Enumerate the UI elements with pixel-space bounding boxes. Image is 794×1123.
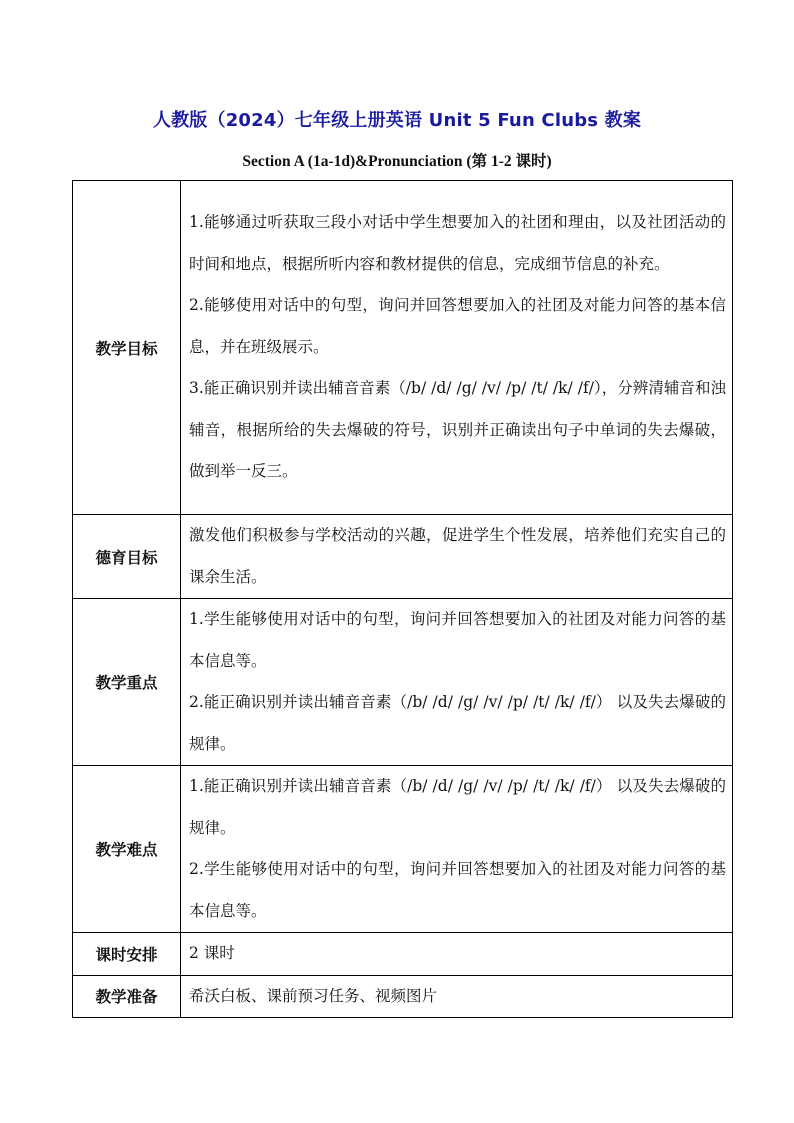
table-row-key-points (73, 599, 733, 766)
row-content (181, 933, 733, 976)
row-label: 教学难点 (73, 766, 181, 933)
lesson-plan-table (72, 180, 733, 1018)
objective-item: 1.能够通过听获取三段小对话中学生想要加入的社团和理由，以及社团活动的时间和地点，根据所听内容和教材提供的信息，完成细节信息的补充。 (189, 213, 726, 273)
page-title: 人教版（2024）七年级上册英语 Unit 5 Fun Clubs 教案 (152, 110, 642, 131)
key-point-item: 1.学生能够使用对话中的句型，询问并回答想要加入的社团及对能力问答的基本信息等。 (189, 610, 726, 670)
row-label: 课时安排 (73, 933, 181, 976)
row-label: 教学目标 (73, 181, 181, 515)
objective-item: 2.能够使用对话中的句型，询问并回答想要加入的社团及对能力问答的基本信息，并在班级展示。 (189, 296, 726, 356)
key-point-item: 2.能正确识别并读出辅音音素（/b/ /d/ /g/ /v/ /p/ /t/ /k/ /f/） 以及失去爆破的规律。 (189, 693, 726, 753)
row-label: 德育目标 (73, 515, 181, 599)
row-content (181, 515, 733, 599)
preparation-item: 希沃白板、课前预习任务、视频图片 (189, 986, 438, 1005)
row-content (181, 599, 733, 766)
difficult-point-item: 1.能正确识别并读出辅音音素（/b/ /d/ /g/ /v/ /p/ /t/ /k/ /f/） 以及失去爆破的规律。 (189, 777, 726, 837)
row-label: 教学重点 (73, 599, 181, 766)
row-content (181, 181, 733, 515)
page-subtitle: Section A (1a-1d)&Pronunciation (第 1-2 课时) (242, 153, 552, 170)
table-row-moral-objectives (73, 515, 733, 599)
row-content (181, 766, 733, 933)
row-label: 教学准备 (73, 975, 181, 1018)
moral-item: 激发他们积极参与学校活动的兴趣，促进学生个性发展，培养他们充实自己的课余生活。 (189, 526, 726, 586)
table-row-schedule (73, 933, 733, 976)
table-row-preparation (73, 975, 733, 1018)
objective-item: 3.能正确识别并读出辅音音素（/b/ /d/ /g/ /v/ /p/ /t/ /k/ /f/），分辨清辅音和浊辅音，根据所给的失去爆破的符号，识别并正确读出句子中单词的失去爆破，做到举一反三。 (189, 379, 726, 481)
table-row-teaching-objectives (73, 181, 733, 515)
difficult-point-item: 2.学生能够使用对话中的句型，询问并回答想要加入的社团及对能力问答的基本信息等。 (189, 860, 726, 920)
row-content (181, 975, 733, 1018)
schedule-item: 2 课时 (189, 944, 235, 962)
table-row-difficult-points (73, 766, 733, 933)
